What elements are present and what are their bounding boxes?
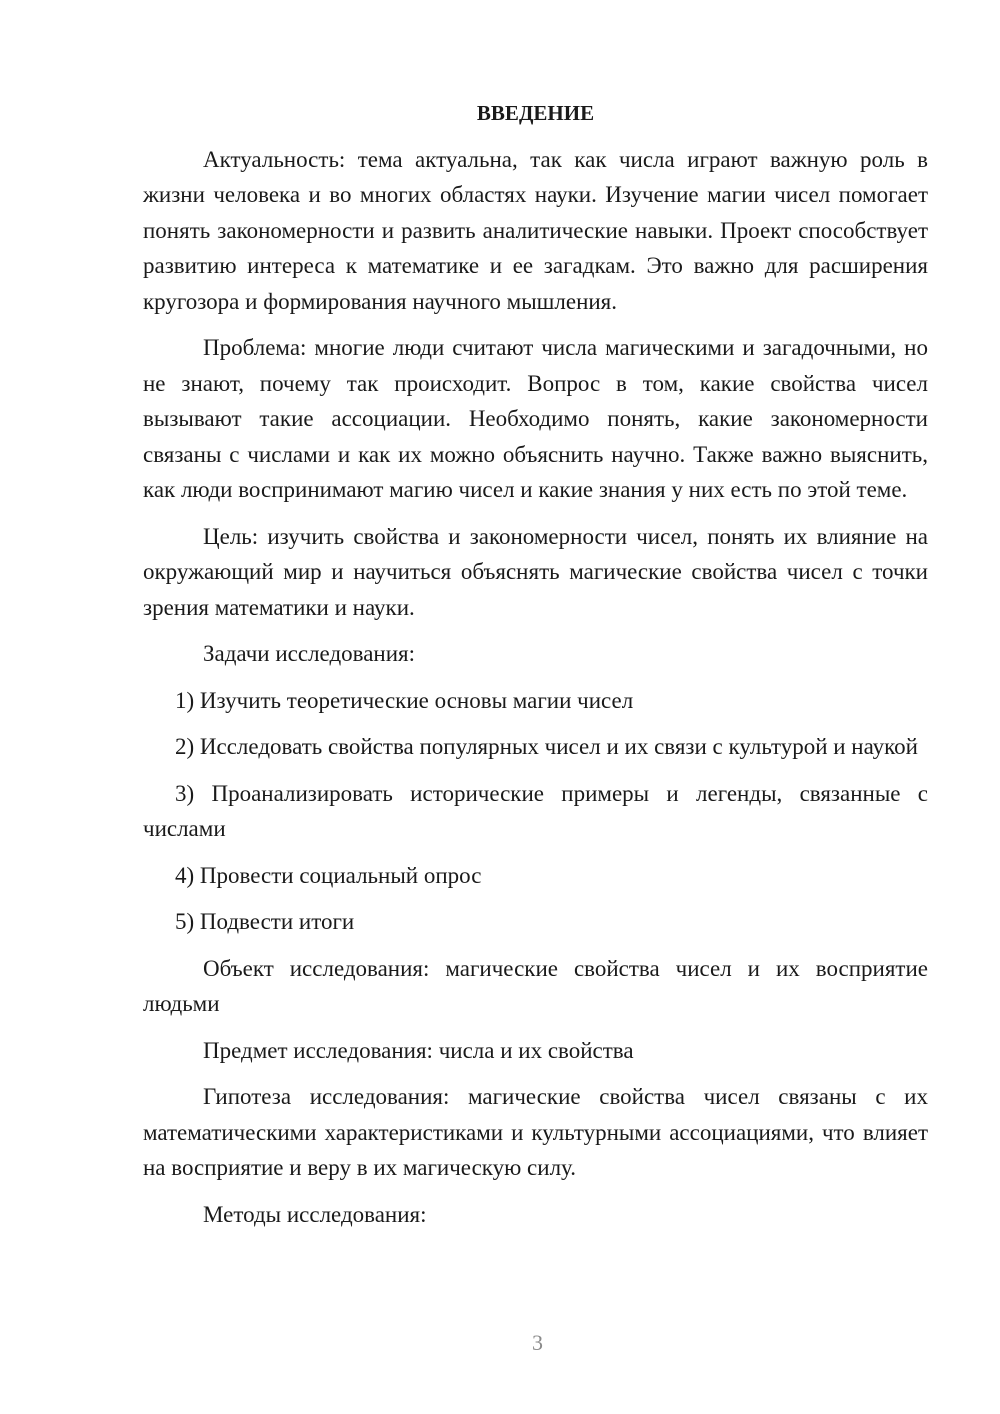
page-content [143, 96, 928, 1243]
page-number: 3 [532, 1330, 543, 1355]
hypothesis-paragraph: Гипотеза исследования: магические свойства чисел связаны с их математическими характеристиками и культурными ассоциациями, что влияет на восприятие и веру в их магическую силу. [143, 1084, 928, 1180]
task-item: 1) Изучить теоретические основы магии чисел [175, 687, 634, 713]
task-item: 3) Проанализировать исторические примеры и легенды, связанные с числами [143, 780, 928, 841]
task-item: 4) Провести социальный опрос [175, 862, 482, 888]
object-paragraph: Объект исследования: магические свойства чисел и их восприятие людьми [143, 955, 928, 1016]
methods-heading: Методы исследования: [203, 1201, 427, 1227]
tasks-heading: Задачи исследования: [203, 641, 416, 666]
subject-paragraph: Предмет исследования: числа и их свойства [203, 1037, 634, 1063]
task-item: 5) Подвести итоги [175, 909, 355, 934]
task-item: 2) Исследовать свойства популярных чисел и их связи с культурой и наукой [175, 734, 918, 759]
page-title: ВВЕДЕНИЕ [476, 101, 595, 125]
relevance-paragraph: Актуальность: тема актуальна, так как числа играют важную роль в жизни человека и во многих областях науки. Изучение магии чисел помогает понять закономерности и развить аналитические навыки. Проект способствует развитию интереса к математике и ее загадкам. Это важно для расширения кругозора и формирования научного мышления. [143, 146, 928, 314]
problem-paragraph: Проблема: многие люди считают числа магическими и загадочными, но не знают, почему так происходит. Вопрос в том, какие свойства чисел вызывают такие ассоциации. Необходимо понять, какие закономерности связаны с числами и как их можно объяснить научно. Также важно выяснить, как люди воспринимают магию чисел и какие знания у них есть по этой теме. [143, 335, 928, 502]
goal-paragraph: Цель: изучить свойства и закономерности чисел, понять их влияние на окружающий мир и научиться объяснять магические свойства чисел с точки зрения математики и науки. [143, 523, 928, 620]
